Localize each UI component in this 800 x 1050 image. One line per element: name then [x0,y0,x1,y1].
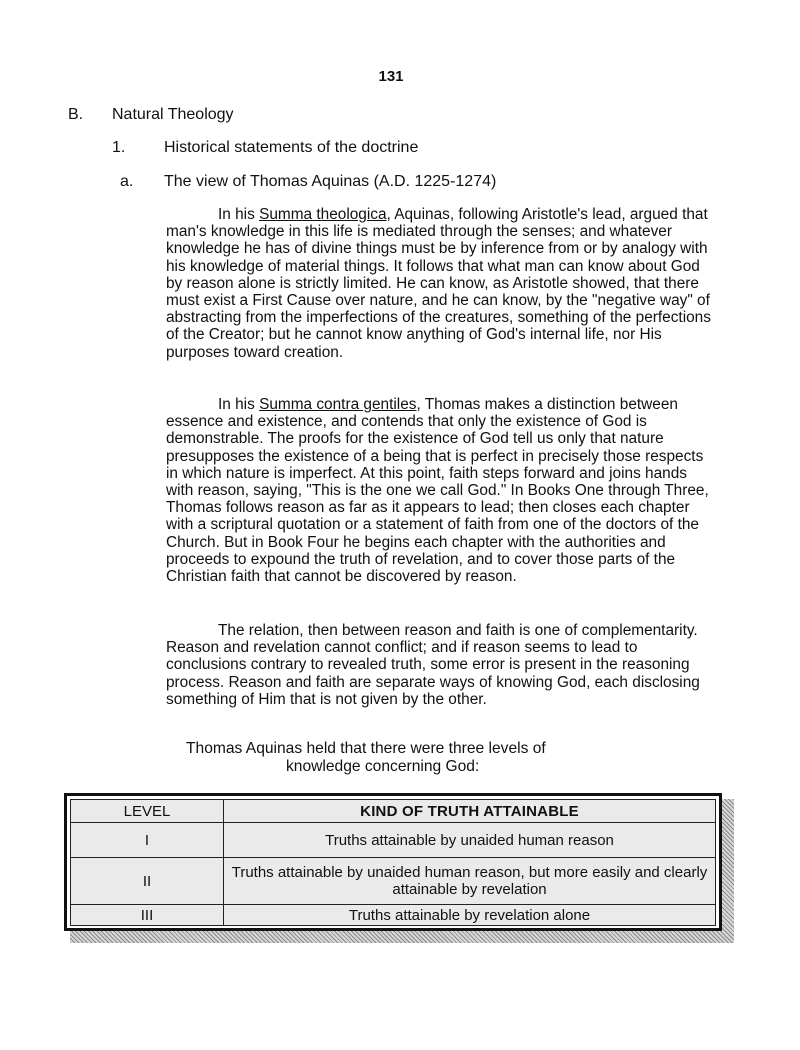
section-marker: B. [68,106,84,123]
subsection-marker: 1. [112,139,126,156]
subsection-title: Historical statements of the doctrine [164,139,419,156]
subsubsection-marker: a. [120,173,134,190]
levels-intro [186,740,626,776]
kind-cell: Truths attainable by revelation alone [224,905,716,926]
subsubsection-title: The view of Thomas Aquinas (A.D. 1225-1274) [164,173,497,190]
para1-body: , Aquinas, following Aristotle's lead, argued that man's knowledge in this life is mediated through the senses; and whatever knowledge he has of divine things must be by inference from or by analogy with his knowledge of material things. It follows that what man can know about God by reason alone is strictly limited. He can know, as Aristotle showed, that there must exist a First Cause over nature, and he can know, by the "negative way" of abstracting from the imperfections of the creatures, something of the perfections of the Creator; but he cannot know anything of God's internal life, nor His purposes toward creation. [166,206,711,361]
work-title-summa-contra-gentiles: Summa contra gentiles [259,396,417,413]
page-number: 131 [378,68,404,85]
para3-body: The relation, then between reason and faith is one of complementarity. Reason and revelation cannot conflict; and if reason seems to lead to conclusions contrary to revealed truth, some error is present in the reasoning process. Reason and faith are separate ways of knowing God, each disclosing something of Him that is not given by the other. [166,622,700,708]
para2-body: , Thomas makes a distinction between essence and existence, and contends that only the existence of God is demonstrable. The proofs for the existence of God tell us only that nature presupposes the existence of a being that is perfect in precisely those respects in which nature is imperfect. At this point, faith steps forward and joins hands with reason, saying, "This is the one we call God." In Books One through Three, Thomas follows reason as far as it appears to lead; then closes each chapter with a scriptural quotation or a statement of faith from one of the doctors of the Church. But in Book Four he begins each chapter with the authorities and proceeds to expound the truth of revelation, and to cover those parts of the Christian faith that cannot be discovered by reason. [166,396,709,586]
header-kind-of-truth: KIND OF TRUTH ATTAINABLE [224,800,716,823]
header-level: LEVEL [71,800,224,823]
levels-table-frame [64,793,734,943]
section-title: Natural Theology [112,106,234,123]
kind-cell: Truths attainable by unaided human reason, but more easily and clearly attainable by revelation [224,858,716,905]
level-cell: III [71,905,224,926]
paragraph-summa-contra-gentiles [166,396,716,585]
level-cell: I [71,823,224,858]
levels-table [70,799,716,926]
paragraph-summa-theologica [166,206,716,361]
paragraph-reason-and-faith [166,622,716,708]
levels-intro-line1: Thomas Aquinas held that there were three levels of [186,740,546,757]
table-row [71,858,716,905]
levels-intro-line2: knowledge concerning God: [286,758,480,775]
work-title-summa-theologica: Summa theologica [259,206,387,223]
kind-cell: Truths attainable by unaided human reason [224,823,716,858]
level-cell: II [71,858,224,905]
table-border [64,793,722,931]
table-row [71,823,716,858]
table-header-row [71,800,716,823]
para2-pre: In his [218,396,260,413]
para1-pre: In his [218,206,260,223]
table-row [71,905,716,926]
